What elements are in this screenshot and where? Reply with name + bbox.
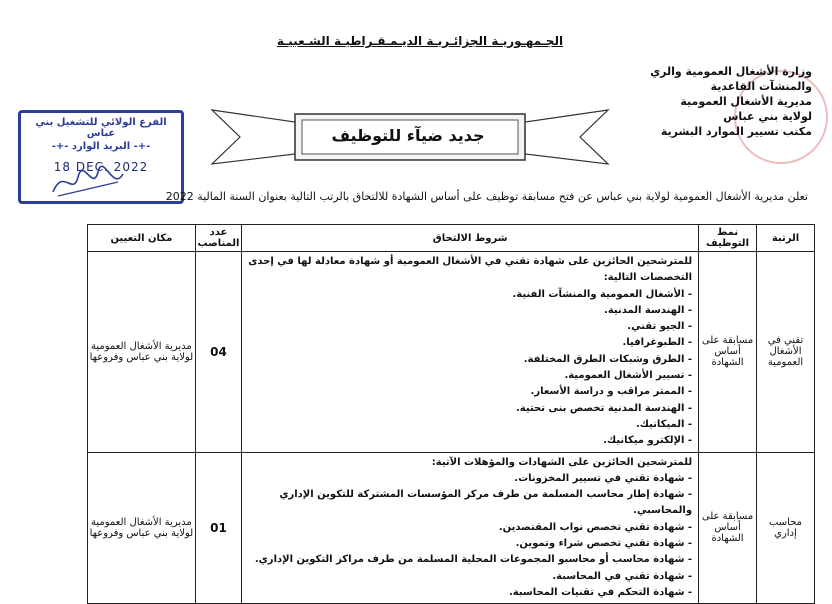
header-positions: عدد المناصب	[195, 225, 241, 252]
condition-line: والمحاسبي.	[633, 505, 693, 517]
header-conditions: شروط الالتحاق	[242, 225, 699, 252]
stamp-mail: -+- البريد الوارد -+-	[51, 141, 151, 152]
banner-title: جديد ضيآء للتوظيف	[331, 126, 485, 145]
condition-line: - شهادة تقني في تسيير المخزونات.	[514, 472, 693, 484]
cell-conditions	[242, 452, 699, 604]
header-place: مكان التعيين	[88, 225, 196, 252]
ministry-line: والمنشآت القاعدية	[710, 80, 812, 93]
cell-rank: تقني في الأشغال العمومية	[756, 252, 814, 453]
cell-place: مديرية الأشغال العمومية لولاية بني عباس وفروعها	[88, 452, 196, 604]
ministry-line: لولاية بني عباس	[723, 110, 812, 123]
condition-line: - تسيير الأشغال العمومية.	[564, 370, 693, 382]
condition-line: - شهادة محاسب أو محاسبو المجموعات المحلية المسلمة من طرف مراكز التكوين الإداري.	[254, 554, 693, 566]
condition-line: - الهندسة المدنية.	[604, 304, 693, 316]
recruitment-table	[87, 224, 815, 604]
condition-line: للمترشحين الحائزين على الشهادات والمؤهلات الآتية:	[431, 456, 693, 468]
table-row	[88, 452, 815, 604]
republic-header: الجـمهـوريـة الجزائـريـة الديـمـقـراطيـة الشـعبيـة	[276, 34, 564, 48]
condition-line: - الطرق وشبكات الطرق المختلفة.	[523, 353, 693, 365]
cell-mode: مسابقة على أساس الشهادة	[699, 452, 757, 604]
header-mode: نمط التوظيف	[699, 225, 757, 252]
condition-line: - الميكانيك.	[635, 418, 693, 430]
ministry-line: مديرية الأشغال العمومية	[680, 95, 812, 108]
cell-positions: 01	[195, 452, 241, 604]
cell-conditions	[242, 252, 699, 453]
condition-line: التخصصات التالية:	[603, 272, 693, 284]
header-rank: الرتبة	[756, 225, 814, 252]
stamp-office: الفرع الولائي للتشغيل بني عباس	[35, 117, 167, 139]
condition-line: - شهادة التحكم في تقنيات المحاسبة.	[508, 586, 693, 598]
condition-line: - شهادة تقني في المحاسبة.	[552, 570, 693, 582]
ministry-block	[642, 64, 812, 139]
condition-line: - شهادة تقني تخصص شراء وتموين.	[515, 538, 693, 550]
table-header-row	[88, 225, 815, 252]
cell-positions: 04	[195, 252, 241, 453]
condition-line: - الهندسة المدنية تخصص بنى تحتية.	[516, 402, 693, 414]
condition-line: - شهادة إطار محاسب المسلمة من طرف مركز المؤسسات المشتركة للتكوين الإداري	[279, 489, 693, 501]
condition-line: للمترشحين الحائزين على شهادة تقني في الأشغال العمومية أو شهادة معادلة لها في إحدى	[248, 256, 693, 267]
intro-text: تعلن مديرية الأشغال العمومية لولاية بني عباس عن فتح مسابقة توظيف على أساس الشهادة للالتحاق بالرتب التالية بعنوان السنة المالية 2022	[165, 190, 808, 203]
condition-line: - الطبوغرافيا.	[622, 337, 693, 349]
condition-line: - الأشغال العمومية والمنشآت الفنية.	[512, 288, 693, 300]
cell-mode: مسابقة على أساس الشهادة	[699, 252, 757, 453]
cell-rank: محاسب إداري	[756, 452, 814, 604]
condition-line: - شهادة تقني تخصص نواب المقتصدين.	[498, 521, 693, 533]
ministry-line: وزارة الأشغال العمومية والري	[650, 65, 812, 78]
ministry-line: مكتب تسيير الموارد البشرية	[660, 125, 812, 138]
condition-line: - الإلكترو ميكانيك.	[603, 435, 693, 447]
condition-line: - الجيو تقني.	[627, 321, 693, 333]
table-row	[88, 252, 815, 453]
cell-place: مديرية الأشغال العمومية لولاية بني عباس وفروعها	[88, 252, 196, 453]
stamp-date: 18 DEC. 2022	[53, 160, 149, 174]
condition-line: - الممتر مراقب و دراسة الأسعار.	[530, 386, 693, 398]
